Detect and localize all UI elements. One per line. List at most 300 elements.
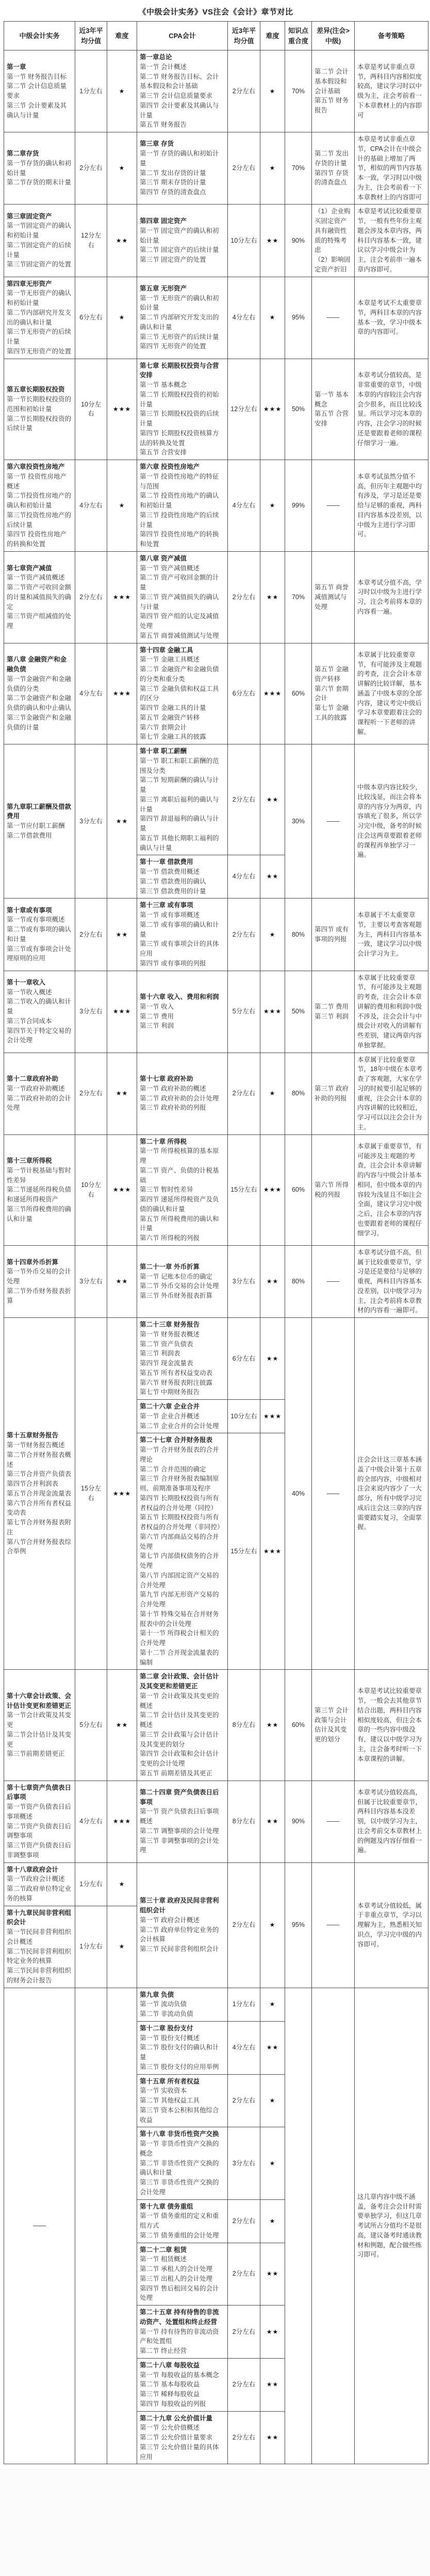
section-item: 第七节 中期财务报告: [140, 1388, 200, 1396]
chapter-title: 第五章 无形资产: [140, 284, 187, 292]
difficulty-cell: [260, 277, 285, 359]
score-cell: 12分左右: [75, 205, 107, 277]
score-cell: 2分左右: [228, 744, 260, 855]
score-cell: 4分左右: [75, 1781, 107, 1862]
table-row: [4, 1862, 428, 1906]
gap-item: ——: [326, 1278, 340, 1285]
overlap-cell: 50%: [285, 971, 312, 1053]
difficulty-cell: [107, 1053, 137, 1134]
section-item: 第二节外币财务报表折算: [7, 1287, 72, 1304]
section-item: 第一节 收入: [140, 1003, 174, 1010]
score-cell: 3分左右: [75, 1245, 107, 1317]
column-header-8: 备考策略: [355, 22, 428, 50]
score-cell: 5分左右: [75, 1670, 107, 1781]
overlap-cell: 80%: [285, 899, 312, 971]
difficulty-cell: [260, 1134, 285, 1245]
score-cell: 3分左右: [75, 971, 107, 1053]
section-item: 第一节 记账本位币的确定: [140, 1273, 212, 1280]
section-item: 第一节 持有待售的非流动资产和处置组: [140, 2328, 219, 2345]
strategy-cell: 本章考试分值较高高，但属于比较重要章节，两科目内容基本没差别，以中级学习为主，注会考前交本章教材上的例题及内容仔细看一遍。: [355, 1781, 428, 1862]
difficulty-cell: [260, 2199, 285, 2243]
section-item: 第二节 基本每股收益: [140, 2381, 200, 2388]
section-item: 第一节 财务报告目标: [7, 73, 67, 80]
chapter-title: 第四章无形资产: [7, 280, 52, 287]
section-item: 第四节 会计要素及其确认与计量: [140, 101, 219, 119]
gap-cell: [312, 359, 355, 460]
chapter-title: 第六章 投资性房地产: [140, 463, 200, 470]
section-item: 第一节 投资性房地产概述: [7, 472, 67, 490]
section-item: 第四节合并利润表: [7, 1480, 59, 1487]
cpa-chapter-cell: [137, 2127, 228, 2199]
section-item: 第二节固定资产的后续计量: [7, 241, 72, 259]
overlap-cell: 60%: [285, 1134, 312, 1245]
strategy-cell: 本章属于重要章节，有可能涉及主观题的考查，注会会计本章讲解的内容与中级会计基本相同，但中级本章的内容较为浅显且不如注会全面，建议学习完中级之后，注会本章的内容也要跟着老师的课程仔细学习。: [355, 1134, 428, 1245]
section-item: 第三节 固定资产的处置: [140, 256, 206, 263]
section-item: 第二节金融资产和金融负债的确认和中止确认: [7, 694, 72, 711]
score-cell: 2分左右: [75, 899, 107, 971]
section-item: 第二节 资产可收回金额的计量: [140, 574, 219, 591]
score-cell: 3分左右: [228, 1245, 260, 1317]
section-item: 第三节 资本公积和其他综合收益: [140, 2106, 219, 2124]
section-item: 第三节 期末存货的计量: [140, 179, 206, 187]
section-item: 第一节政府补助概述: [7, 1084, 65, 1092]
section-item: 第三节 会计政策与会计估计及其变更的划分: [140, 1731, 219, 1748]
difficulty-stars: ★★★: [112, 1186, 131, 1194]
cpa-chapter-cell: [137, 359, 228, 460]
cpa-chapter-cell: [137, 1862, 228, 1988]
gap-item: 第五节 财务报告: [315, 97, 349, 114]
section-item: 第二节投资性房地产的确认和初始计量: [7, 492, 72, 509]
section-item: 第一节 资产负债表日后事项概述: [140, 1808, 219, 1825]
cpa-chapter-cell: [137, 1670, 228, 1781]
score-cell: 4分左右: [75, 643, 107, 744]
gap-cell: [312, 1134, 355, 1245]
chapter-title: 第四章 固定资产: [140, 217, 187, 225]
section-item: 第一节 租赁概述: [140, 2256, 187, 2263]
score-cell: 6分左右: [228, 1318, 260, 1400]
gap-cell: [312, 744, 355, 899]
column-header-6: 知识点重合度: [285, 22, 312, 50]
section-item: 第一节计税基础与暂时性差异: [7, 1166, 72, 1184]
gap-cell: [312, 1670, 355, 1781]
difficulty-cell: [260, 2243, 285, 2306]
section-item: 第一节收入概述: [7, 988, 52, 996]
gap-item: 第三节 利润: [315, 1012, 349, 1020]
section-item: 第一节存货的确认和初始计量: [7, 159, 72, 177]
score-cell: 12分左右: [228, 359, 260, 460]
section-item: 第一节 政府补助的概述: [140, 1084, 206, 1092]
section-item: 第三节资产负债表日后非调整事项: [7, 1842, 72, 1859]
score-cell: 2分左右: [228, 2411, 260, 2464]
section-item: 第二节 资产、负债的计税基础: [140, 1166, 219, 1184]
difficulty-cell: [107, 1318, 137, 1670]
overlap-cell: 80%: [285, 1245, 312, 1317]
chapter-title: 第十九章民间非营利组织会计: [7, 1909, 72, 1926]
section-item: 第一节资产负债表日后事项概述: [7, 1803, 72, 1820]
score-cell: 2分左右: [75, 1053, 107, 1134]
difficulty-stars: ★: [269, 2097, 276, 2104]
table-row: [4, 971, 428, 1053]
section-item: 第五节合并现金流量表: [7, 1489, 72, 1497]
mid-chapter-cell: [4, 1134, 75, 1245]
section-item: 第十节 特殊交易在合并财务报表中的会计处理: [140, 1610, 219, 1628]
difficulty-stars: ★: [119, 502, 125, 509]
chapter-title: 第十章 职工薪酬: [140, 748, 187, 755]
section-item: 第一节无形资产的确认和初始计量: [7, 290, 72, 307]
section-item: 第二节或有事项的确认和计量: [7, 926, 72, 943]
difficulty-stars: ★★★: [263, 1547, 282, 1555]
strategy-cell: 本章考试虽然分值不高，但历年主观题中均有涉及，学习是还是要给与足够的重视，两科目内容基本没差别，以中级为主进行学习即可。: [355, 460, 428, 552]
section-item: 第三节 投资性房地产的后续计量: [140, 511, 219, 529]
section-item: 第一节 合并财务报表的合并理论: [140, 1446, 219, 1463]
gap-item: 第五节 商誉减值测试与处理: [315, 584, 349, 611]
overlap-cell: 90%: [285, 1781, 312, 1862]
section-item: 第三节 稀释每股收益: [140, 2391, 200, 2398]
score-cell: 1分左右: [75, 1906, 107, 1988]
chapter-title: 第十八章政府会计: [7, 1866, 59, 1873]
section-item: 第二节存货的期末计量: [7, 179, 72, 187]
cpa-chapter-cell: [137, 855, 228, 899]
difficulty-cell: [107, 1670, 137, 1781]
difficulty-cell: [107, 1862, 137, 1906]
section-item: 第二节 调整事项的会计处理: [140, 1827, 219, 1835]
chapter-title: 第二十一章 外币折算: [140, 1263, 200, 1270]
strategy-cell: 本章是考试比较重要章节，一般会去其他章节结合出题，两科目内容相似度较高，但注会本章的一些内容中级没有，建议以中级学习为主，注会备考时听一下本章课程的讲解。: [355, 1670, 428, 1781]
chapter-title: 第十六章 收入、费用和利润: [140, 993, 219, 1001]
score-cell: 5分左右: [228, 971, 260, 1053]
difficulty-cell: [260, 2306, 285, 2359]
column-header-7: 差异(注会>中级): [312, 22, 355, 50]
difficulty-cell: [107, 744, 137, 899]
section-item: 第一节金融资产和金融负债的分类: [7, 675, 72, 692]
overlap-cell: 40%: [285, 1318, 312, 1670]
strategy-cell: 本章属于比较重要章节，18年中级在本章考查了客观题，大家在学习的时候要引起足够的重视，注会会计本章的内容讲解的比较相近，学习可以以注会会计为主。: [355, 1053, 428, 1134]
strategy-cell: 本章是考试非重点章节，两科目内容相似度较高，建议学习时以中级为主，注会考前看一下本章教材上的内容即可: [355, 50, 428, 132]
section-item: 第一节 流动负债: [140, 2001, 187, 2008]
section-item: 第二节合并财务报表概述: [7, 1451, 72, 1468]
section-item: 第三节合并资产负债表: [7, 1470, 72, 1478]
difficulty-stars: ★★: [115, 1090, 128, 1097]
score-cell: 2分左右: [228, 132, 260, 205]
difficulty-stars: ★★: [266, 1278, 279, 1285]
section-item: 第五节 商誉减值测试与处理: [140, 632, 219, 639]
chapter-title: 第八章 金融资产和金融负债: [7, 656, 67, 673]
score-cell: 4分左右: [228, 2021, 260, 2074]
section-item: 第二节 或有事项的确认和计量: [140, 921, 219, 938]
section-item: 第六节 套期会计: [140, 723, 187, 731]
gap-cell: [312, 1988, 355, 2464]
difficulty-stars: ★: [269, 87, 276, 95]
score-cell: 10分左右: [75, 1134, 107, 1245]
difficulty-cell: [260, 971, 285, 1053]
chapter-title: 第十四章 金融工具: [140, 646, 193, 654]
cpa-chapter-cell: [137, 1781, 228, 1862]
gap-cell: [312, 1781, 355, 1862]
gap-cell: [312, 971, 355, 1053]
score-cell: 4分左右: [75, 460, 107, 552]
section-item: 第一节 投资性房地产的特征与范围: [140, 472, 219, 490]
difficulty-cell: [107, 205, 137, 277]
cpa-chapter-cell: [137, 971, 228, 1053]
chapter-title: 第一章: [7, 63, 26, 71]
table-row: [4, 277, 428, 359]
section-item: 第四节 长期股权投资与所有者权益的合并处理（同控）: [140, 1494, 219, 1512]
gap-item: ——: [326, 1489, 340, 1497]
strategy-cell: 本章属于比较重要章节，有可能涉及主观题的考查，注会会计本章讲解的比较详解，基本涵盖了中级本章的全部内容，建议考完中级后学习本章要跟着注会的课程听一下老师的讲解。: [355, 643, 428, 744]
section-item: 第二节 其他权益工具: [140, 2097, 200, 2104]
score-cell: 2分左右: [228, 1053, 260, 1134]
mid-chapter-cell: [4, 1862, 75, 1906]
section-item: 第三节 民间非营利组织会计: [140, 1945, 219, 1953]
score-cell: 8分左右: [228, 1670, 260, 1781]
difficulty-stars: ★★★: [112, 689, 131, 697]
section-item: 第四节 每股收益的列报: [140, 2400, 206, 2408]
gap-cell: [312, 1245, 355, 1317]
section-item: 第三节 股份支付的应用举例: [140, 2063, 219, 2071]
cpa-chapter-cell: [137, 2411, 228, 2464]
section-item: 第一节 借款费用概述: [140, 868, 200, 875]
section-item: 第三节资产组减值的处理: [7, 613, 72, 630]
difficulty-stars: ★★: [266, 2434, 279, 2441]
score-cell: 6分左右: [228, 643, 260, 744]
difficulty-stars: ★★: [266, 593, 279, 601]
mid-chapter-cell: ——: [4, 1988, 75, 2464]
score-cell: 2分左右: [228, 1862, 260, 1988]
section-item: 第四节 存货的清查盘点: [140, 189, 206, 196]
difficulty-stars: ★★: [266, 2381, 279, 2388]
difficulty-cell: [107, 551, 137, 643]
difficulty-stars: ★★★: [263, 1412, 282, 1420]
section-item: 第三节 借款费用的计量: [140, 887, 206, 895]
chapter-title: 第十一章 借款费用: [140, 858, 193, 866]
section-item: 第一节 每股收益的基本概念: [140, 2371, 219, 2379]
difficulty-stars: ★: [269, 502, 276, 509]
difficulty-stars: ★★★: [112, 1489, 131, 1497]
section-item: 第一节或有事项概述: [7, 916, 65, 924]
gap-item: 第六节 所得税的列报: [315, 1181, 349, 1198]
section-item: 第一节民间非营利组织会计概述: [7, 1928, 72, 1945]
section-item: 第二节 合并范围的确定: [140, 1465, 206, 1473]
chapter-comparison-table: [4, 21, 428, 2464]
difficulty-stars: ★★★: [112, 1008, 131, 1015]
cpa-chapter-cell: [137, 205, 228, 277]
chapter-title: 第十八章 非货币性资产交换: [140, 2130, 219, 2138]
section-item: 第二节 股份支付的确认和计量: [140, 2044, 219, 2061]
section-item: 第四节 无形资产的处置: [140, 343, 206, 350]
gap-item: 第五节 金融资产转移: [315, 666, 349, 683]
difficulty-stars: ★★: [266, 2044, 279, 2052]
column-header-4: 近3年平均分值: [228, 22, 260, 50]
section-item: 第四节 现金流量表: [140, 1360, 193, 1367]
section-item: 第二节 财务报告目标、会计基本假设和会计基础: [140, 73, 219, 90]
chapter-title: 第二十章 所得税: [140, 1138, 187, 1145]
chapter-title: 第十九章 债务重组: [140, 2202, 193, 2210]
difficulty-stars: ★: [269, 1921, 276, 1929]
strategy-cell: 注会会计这三章基本涵盖了中级会计第十五章的全部内容，中级相对注会来说内容少了一大部分，所有中级学习完成后注会这三章的内容需要踏实复习，全面掌握。: [355, 1318, 428, 1670]
mid-chapter-cell: [4, 643, 75, 744]
section-item: 第三节 利润表: [140, 1350, 180, 1358]
mid-chapter-cell: [4, 971, 75, 1053]
section-item: 第二节政府补助的会计处理: [7, 1094, 72, 1112]
column-header-0: 中级会计实务: [4, 22, 75, 50]
strategy-cell: 本章是考试比较重要章节，一般有些年份主观题会涉及本章内容，两科目内容基本一致，建议以学习中级会计为主，注会考前串一遍本章内容即可。: [355, 205, 428, 277]
section-item: 第一节 会计政策及其变更的概述: [140, 1692, 219, 1709]
chapter-title: 第八章 资产减值: [140, 554, 187, 562]
section-item: 第一节 资产减值概述: [140, 564, 200, 572]
section-item: 第二节 内部研究开发支出的确认和计量: [140, 314, 219, 331]
section-item: 第十一节 所得税会计相关的合并处理: [140, 1630, 219, 1647]
gap-cell: [312, 551, 355, 643]
score-cell: [75, 1988, 107, 2464]
difficulty-cell: [260, 50, 285, 132]
section-item: 第一节 职工和职工薪酬的范围及分类: [140, 757, 219, 774]
difficulty-cell: [260, 2411, 285, 2464]
section-item: 第一节 财务报表概述: [140, 1330, 200, 1338]
overlap-cell: [285, 1988, 312, 2464]
mid-chapter-cell: [4, 277, 75, 359]
difficulty-stars: ★★: [115, 1278, 128, 1285]
difficulty-cell: [260, 551, 285, 643]
score-cell: 2分左右: [228, 50, 260, 132]
cpa-chapter-cell: [137, 1134, 228, 1245]
difficulty-stars: ★: [269, 2001, 276, 2008]
difficulty-stars: ★: [119, 87, 125, 95]
difficulty-cell: [260, 132, 285, 205]
difficulty-stars: ★★: [115, 817, 128, 825]
mid-chapter-cell: [4, 899, 75, 971]
strategy-cell: 本章是考试非重点章节，CPA会计在中级会计的基础上增加了两节，相似的两节内容基本一致，学习时以中级为主，注会考前看一下本章教材上的内容即可: [355, 132, 428, 205]
gap-item: 第二节 会计基本假设和会计基础: [315, 68, 349, 95]
section-item: 第六节合并所有者权益变动表: [7, 1499, 72, 1517]
section-item: 第二节长期股权投资的后续计量: [7, 415, 72, 432]
section-item: 第三节或有事项会计处理原则的应用: [7, 945, 72, 962]
table-row: [4, 744, 428, 855]
chapter-title: 第十三章 或有事项: [140, 902, 193, 909]
cpa-chapter-cell: [137, 2021, 228, 2074]
section-item: 第二节 终止经营: [140, 2347, 187, 2354]
gap-item: 第五节 合营安排: [315, 410, 349, 427]
overlap-cell: 95%: [285, 277, 312, 359]
gap-cell: [312, 50, 355, 132]
section-item: 第三节 政府补助的列报: [140, 1104, 206, 1112]
strategy-cell: 本章属于不太重要章节，主要以考查客观题为主，两科目内容基本一致，建议学习以中级会计学习为主。: [355, 899, 428, 971]
section-item: 第五节 长期股权投资与所有者权益的合并处理（非同控）: [140, 1514, 224, 1531]
chapter-title: 第七章资产减值: [7, 564, 52, 572]
section-item: 第三节 资产减值损失的确认与计量: [140, 593, 219, 611]
section-item: 第一节 所得税核算的基本原理: [140, 1147, 219, 1164]
section-item: 第五节 所得税费用的确认和计量: [140, 1215, 219, 1232]
cpa-chapter-cell: [137, 2243, 228, 2306]
section-item: 第二节 政府单位特定业务的会计核算: [140, 1926, 219, 1943]
table-row: [4, 1134, 428, 1245]
table-row: [4, 1988, 428, 2021]
section-item: 第二节 政府补助的会计处理: [140, 1094, 219, 1102]
gap-item: 第四节 或有事项的列报: [315, 926, 349, 943]
score-cell: 15分左右: [75, 1318, 107, 1670]
section-item: 第三节合同成本: [7, 1017, 52, 1025]
mid-chapter-cell: [4, 460, 75, 552]
cpa-chapter-cell: [137, 277, 228, 359]
section-item: 第三节 暂时性差异: [140, 1186, 193, 1194]
section-item: 第二节 发出存货的计量: [140, 169, 206, 177]
difficulty-cell: [107, 899, 137, 971]
chapter-title: 第三十章 政府及民间非营利组织会计: [140, 1897, 219, 1914]
difficulty-stars: ★★: [115, 1721, 128, 1728]
cpa-chapter-cell: [137, 551, 228, 643]
mid-chapter-cell: [4, 1670, 75, 1781]
score-cell: 10分左右: [75, 359, 107, 460]
difficulty-stars: ★: [269, 2159, 276, 2167]
difficulty-cell: [260, 899, 285, 971]
overlap-cell: 60%: [285, 643, 312, 744]
score-cell: 2分左右: [228, 2199, 260, 2243]
chapter-title: 第十五章财务报告: [7, 1432, 59, 1439]
chapter-title: 第二十七章 合并财务报表: [140, 1436, 212, 1444]
gap-item: 第二节 发出存货的计量: [315, 150, 349, 167]
score-cell: 2分左右: [75, 551, 107, 643]
chapter-title: 第十二章 股份支付: [140, 2024, 193, 2032]
gap-item: ——: [326, 1921, 340, 1929]
section-item: 第五节 合营安排: [140, 449, 187, 456]
chapter-title: 第二十二章 租赁: [140, 2246, 187, 2253]
section-item: 第四节关于特定交易的会计处理: [7, 1027, 72, 1044]
difficulty-cell: [260, 1781, 285, 1862]
section-item: 第二节 承租人的会计处理: [140, 2265, 212, 2273]
score-cell: 4分左右: [228, 277, 260, 359]
chapter-title: 第二十四章 资产负债表日后事项: [140, 1788, 219, 1806]
difficulty-stars: ★: [119, 164, 125, 172]
section-item: 第七节 内部债权债务的合并处理: [140, 1552, 219, 1569]
section-item: 第一节长期股权投资的范围和初始计量: [7, 396, 72, 413]
section-item: 第三节 长期股权投资的后续计量: [140, 410, 219, 427]
section-item: 第三节无形资产的后续计量: [7, 328, 72, 345]
gap-item: ——: [326, 502, 340, 509]
strategy-cell: 中级本章内容比较少，比较浅显，而注会将本章的内容分为两章，内容填充了很多，所以学习完中级，备考的时候注会这两章要跟着老师的课程再单独学习一遍。: [355, 744, 428, 899]
mid-chapter-cell: [4, 1318, 75, 1670]
chapter-title: 第十四章外币折算: [7, 1258, 59, 1266]
section-item: 第一节资产减值概述: [7, 574, 65, 582]
section-item: 第三节民间非营利组织的财务会计报告: [7, 1967, 72, 1984]
section-item: 第二节 会计估计及其变更的概述: [140, 1711, 219, 1728]
overlap-cell: 70%: [285, 132, 312, 205]
difficulty-cell: [107, 359, 137, 460]
cpa-chapter-cell: [137, 1245, 228, 1317]
section-item: 第一节财务报告概述: [7, 1442, 65, 1449]
difficulty-stars: ★: [269, 2217, 276, 2225]
score-cell: 10分左右: [228, 1400, 260, 1433]
chapter-title: 第十五章 所有者权益: [140, 2077, 200, 2085]
chapter-title: 第十六章会计政策、会计估计变更和差错更正: [7, 1692, 72, 1709]
page-title: 《中级会计实务》VS注会《会计》章节对比: [138, 8, 293, 16]
section-item: 第二节 非货币性资产交换的确认和计量: [140, 2159, 219, 2177]
difficulty-stars: ★★★: [263, 1008, 282, 1015]
section-item: 第四节 辞退福利的确认与计量: [140, 815, 219, 832]
section-item: 第十二节 合并现金流量表的编制: [140, 1649, 219, 1666]
header-row: [4, 22, 428, 50]
section-item: 第七节合并财务报表附注: [7, 1519, 72, 1536]
chapter-title: 第二十五章 持有待售的非流动资产、处置组和终止经营: [140, 2309, 219, 2326]
section-item: 第六节 内部商品交易的合并处理: [140, 1533, 219, 1550]
section-item: 第三节投资性房地产的后续计量: [7, 511, 72, 529]
difficulty-stars: ★★: [266, 873, 279, 880]
score-cell: 2分左右: [228, 2306, 260, 2359]
strategy-cell: 本章考试分值不高，学习时以中级为主进行学习，注会考前将本章的内容看一遍。: [355, 551, 428, 643]
section-item: 第二节 公允价值计量要求: [140, 2434, 212, 2441]
gap-cell: [312, 132, 355, 205]
score-cell: 2分左右: [228, 2074, 260, 2127]
column-header-1: 近3年平均分值: [75, 22, 107, 50]
chapter-title: 第七章 长期股权投资与合营安排: [140, 362, 219, 379]
